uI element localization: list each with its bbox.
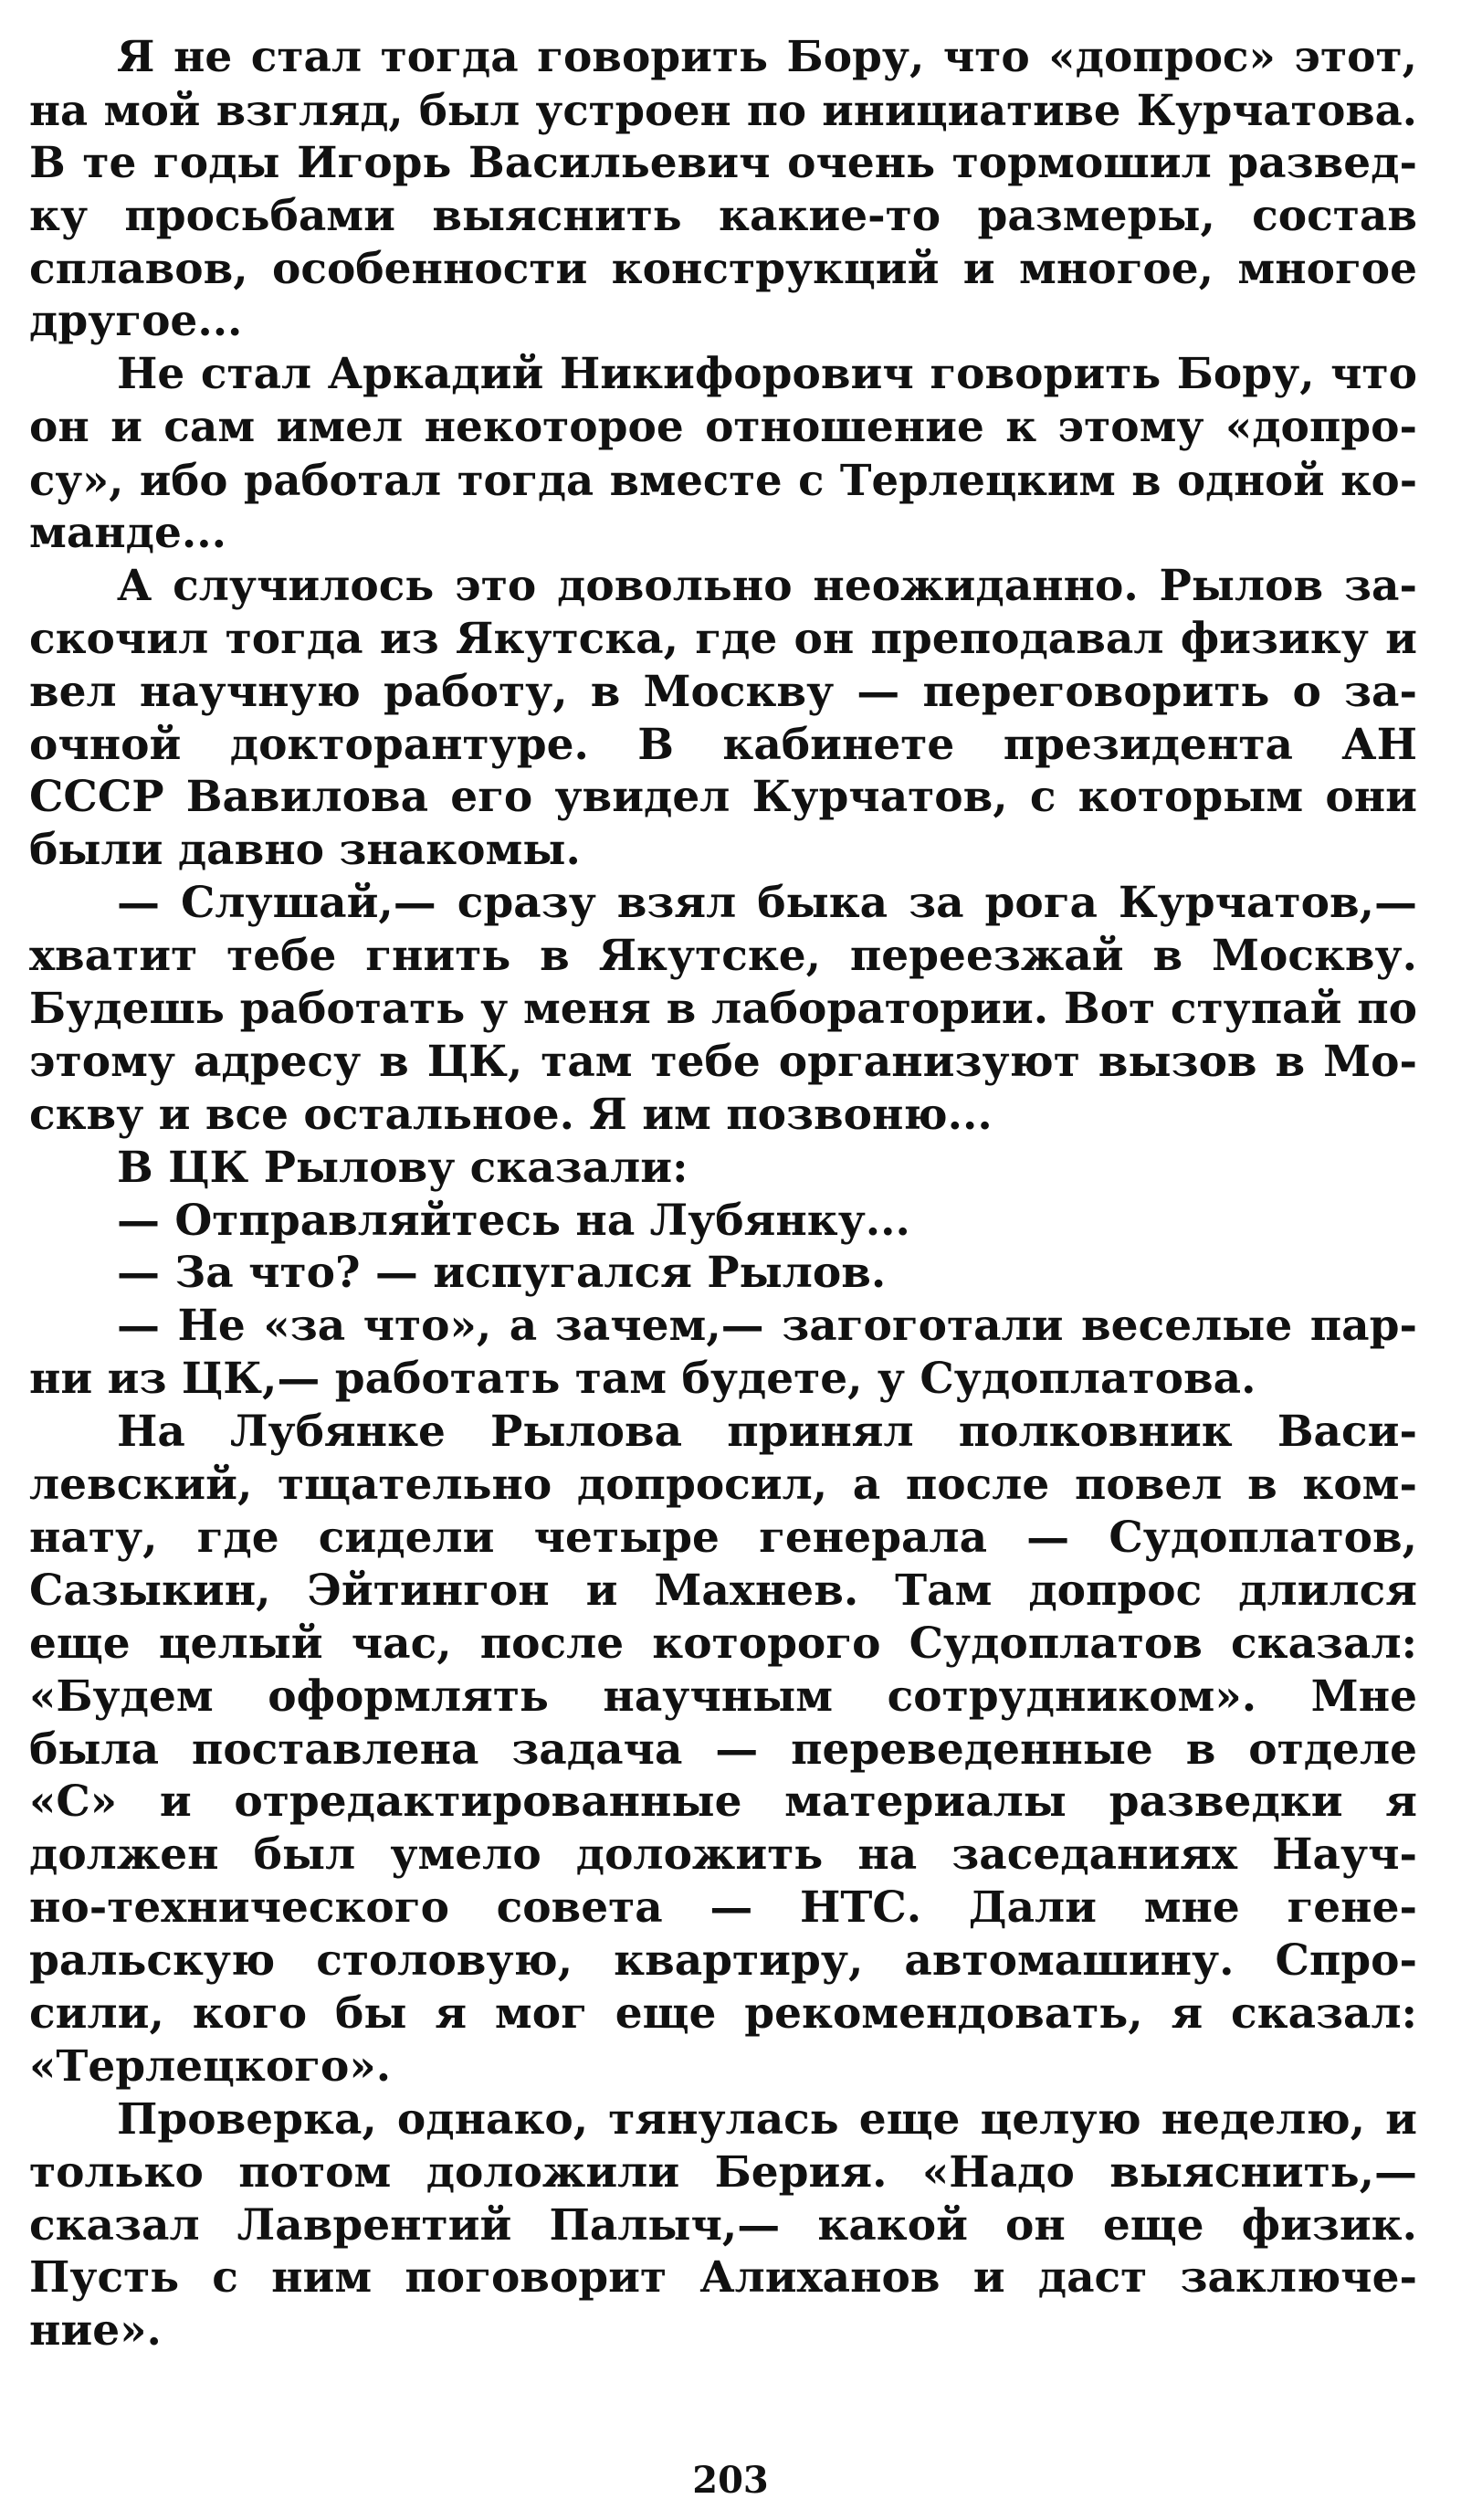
text-line: левский, тщательно допросил, а после повел в ком- <box>29 1460 1417 1511</box>
text-line: хватит тебе гнить в Якутске, переезжай в Москву. <box>29 931 1417 982</box>
text-line: манде... <box>29 508 226 559</box>
text-line: — Не «за что», а зачем,— загоготали веселые пар- <box>117 1301 1417 1352</box>
text-line: «Будем оформлять научным сотрудником». Мне <box>29 1671 1417 1722</box>
text-line: — Слушай,— сразу взял быка за рога Курчатов,— <box>117 878 1417 929</box>
text-line: «Терлецкого». <box>29 2040 392 2092</box>
text-line: еще целый час, после которого Судоплатов сказал: <box>29 1618 1417 1669</box>
text-line: была поставлена задача — переведенные в отделе <box>29 1724 1417 1775</box>
text-line: Будешь работать у меня в лаборатории. Вот ступай по <box>29 984 1417 1035</box>
body-text <box>29 31 1417 2357</box>
text-line: только потом доложили Берия. «Надо выяснить,— <box>29 2146 1417 2198</box>
text-line: ние». <box>29 2305 162 2357</box>
text-line: Сазыкин, Эйтингон и Махнев. Там допрос длился <box>29 1565 1417 1616</box>
text-line: — Отправляйтесь на Лубянку... <box>117 1195 910 1246</box>
text-line: другое... <box>29 296 243 347</box>
text-line: На Лубянке Рылова принял полковник Васи- <box>117 1407 1417 1458</box>
text-line: вел научную работу, в Москву — переговорить о за- <box>29 666 1417 717</box>
text-line: ку просьбами выяснить какие-то размеры, состав <box>29 190 1417 241</box>
text-line: но-технического совета — НТС. Дали мне гене- <box>29 1882 1417 1934</box>
text-line: Пусть с ним поговорит Алиханов и даст заключе- <box>29 2252 1417 2304</box>
text-line: су», ибо работал тогда вместе с Терлецким в одной ко- <box>29 455 1417 506</box>
text-line: должен был умело доложить на заседаниях Науч- <box>29 1829 1417 1881</box>
text-line: этому адресу в ЦК, там тебе организуют вызов в Мо- <box>29 1036 1417 1087</box>
text-line: сплавов, особенности конструкций и многое, многое <box>29 243 1417 294</box>
text-line: очной докторантуре. В кабинете президента АН <box>29 719 1417 770</box>
text-line: на мой взгляд, был устроен по инициативе Курчатова. <box>29 84 1417 135</box>
text-line: Я не стал тогда говорить Бору, что «допрос» этот, <box>117 32 1417 82</box>
text-line: сказал Лаврентий Палыч,— какой он еще физик. <box>29 2199 1417 2251</box>
text-line: он и сам имел некоторое отношение к этому «допро- <box>29 402 1417 453</box>
text-line: В те годы Игорь Васильевич очень тормошил развед- <box>29 137 1417 188</box>
page-number: 203 <box>692 2459 769 2502</box>
text-line: СССР Вавилова его увидел Курчатов, с которым они <box>29 772 1417 823</box>
text-line: Не стал Аркадий Никифорович говорить Бору, что <box>117 349 1417 400</box>
text-line: — За что? — испугался Рылов. <box>117 1248 887 1299</box>
text-line: В ЦК Рылову сказали: <box>117 1142 688 1193</box>
text-line: ни из ЦК,— работать там будете, у Судоплатова. <box>29 1354 1256 1405</box>
text-line: были давно знакомы. <box>29 825 581 876</box>
text-line: ральскую столовую, квартиру, автомашину. Спро- <box>29 1935 1417 1987</box>
text-line: скву и все остальное. Я им позвоню... <box>29 1089 993 1140</box>
text-line: скочил тогда из Якутска, где он преподавал физику и <box>29 613 1417 664</box>
text-line: Проверка, однако, тянулась еще целую неделю, и <box>117 2093 1417 2145</box>
text-line: «С» и отредактированные материалы разведки я <box>29 1777 1417 1828</box>
text-line: А случилось это довольно неожиданно. Рылов за- <box>117 560 1417 611</box>
text-line: нату, где сидели четыре генерала — Судоплатов, <box>29 1512 1417 1563</box>
text-line: сили, кого бы я мог еще рекомендовать, я сказал: <box>29 1988 1417 2039</box>
